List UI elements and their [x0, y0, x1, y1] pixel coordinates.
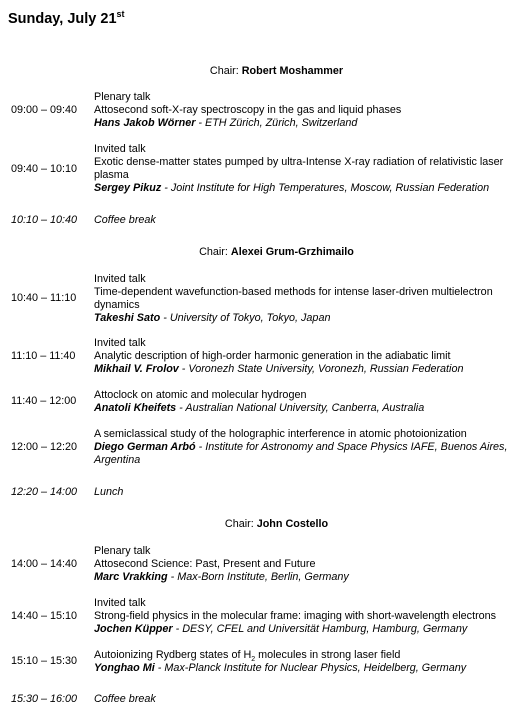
session-time: 09:40 – 10:10 [11, 163, 78, 175]
session-chair [0, 518, 531, 530]
speaker-name: Yonghao Mi [94, 662, 155, 674]
speaker-line [94, 662, 524, 675]
talk-type: Invited talk [94, 597, 146, 609]
day-title-text: Sunday, July 21 [8, 11, 117, 27]
session-time: 09:00 – 09:40 [11, 104, 78, 116]
talk-type: Plenary talk [94, 91, 151, 103]
speaker-name: Marc Vrakking [94, 571, 168, 583]
speaker-name: Diego German Arbó [94, 441, 196, 453]
talk-title: Time-dependent wavefunction-based methods for intense laser-driven multielectron dynamics [94, 286, 493, 311]
speaker-affiliation: - Max-Born Institute, Berlin, Germany [167, 571, 349, 583]
break-label: Coffee break [94, 214, 156, 226]
break-label: Lunch [94, 486, 124, 498]
talk-entry [94, 389, 524, 415]
session-chair [0, 246, 531, 258]
chair-name: John Costello [256, 518, 329, 530]
talk-entry [94, 337, 524, 376]
day-title [8, 11, 125, 27]
talk-type: Invited talk [94, 143, 146, 155]
session-time: 15:10 – 15:30 [11, 655, 78, 667]
speaker-line [94, 402, 524, 415]
talk-type: Invited talk [94, 337, 146, 349]
speaker-line [94, 623, 524, 636]
day-title-superscript: st [116, 9, 125, 20]
talk-title: Strong-field physics in the molecular frame: imaging with short-wavelength electrons [94, 610, 497, 622]
speaker-affiliation: - Voronezh State University, Voronezh, Russian Federation [178, 363, 464, 375]
chair-prefix: Chair: [199, 246, 228, 258]
session-time: 10:40 – 11:10 [11, 292, 77, 304]
session-time: 11:40 – 12:00 [11, 395, 77, 407]
speaker-affiliation: - ETH Zürich, Zürich, Switzerland [195, 117, 358, 129]
talk-title: A semiclassical study of the holographic interference in atomic photoionization [94, 428, 467, 440]
talk-title: Attoclock on atomic and molecular hydrogen [94, 389, 307, 401]
talk-title-part: molecules in strong laser field [255, 649, 401, 661]
speaker-line [94, 571, 524, 584]
speaker-affiliation: - Institute for Astronomy and Space Physics IAFE, Buenos Aires, Argentina [94, 441, 508, 466]
talk-title: Attosecond Science: Past, Present and Future [94, 558, 316, 570]
session-time: 11:10 – 11:40 [11, 350, 76, 362]
talk-entry [94, 143, 524, 195]
talk-entry [94, 428, 524, 467]
speaker-line [94, 363, 524, 376]
speaker-name: Sergey Pikuz [94, 182, 162, 194]
speaker-affiliation: - University of Tokyo, Tokyo, Japan [160, 312, 331, 324]
talk-title [94, 649, 524, 662]
session-time: 12:20 – 14:00 [11, 486, 78, 498]
talk-entry [94, 649, 524, 675]
chair-name: Alexei Grum-Grzhimailo [230, 246, 354, 258]
speaker-line [94, 441, 524, 467]
talk-entry [94, 273, 524, 325]
talk-type: Invited talk [94, 273, 146, 285]
session-time: 10:10 – 10:40 [11, 214, 78, 226]
speaker-name: Jochen Küpper [94, 623, 173, 635]
talk-entry [94, 597, 524, 636]
speaker-name: Anatoli Kheifets [94, 402, 177, 414]
session-time: 14:00 – 14:40 [11, 558, 78, 570]
talk-title: Attosecond soft-X-ray spectroscopy in the gas and liquid phases [94, 104, 402, 116]
session-time: 15:30 – 16:00 [11, 693, 78, 705]
speaker-name: Hans Jakob Wörner [94, 117, 196, 129]
speaker-name: Takeshi Sato [94, 312, 161, 324]
speaker-affiliation: - Max-Planck Institute for Nuclear Physics, Heidelberg, Germany [154, 662, 467, 674]
talk-title: Analytic description of high-order harmonic generation in the adiabatic limit [94, 350, 451, 362]
talk-entry [94, 545, 524, 584]
session-time: 12:00 – 12:20 [11, 441, 78, 453]
talk-type: Plenary talk [94, 545, 151, 557]
speaker-affiliation: - Joint Institute for High Temperatures, Moscow, Russian Federation [161, 182, 490, 194]
speaker-line [94, 312, 524, 325]
speaker-affiliation: - DESY, CFEL and Universität Hamburg, Hamburg, Germany [172, 623, 468, 635]
session-chair [0, 65, 531, 77]
speaker-affiliation: - Australian National University, Canberra, Australia [176, 402, 425, 414]
talk-title: Exotic dense-matter states pumped by ultra-Intense X-ray radiation of relativistic laser plasma [94, 156, 504, 181]
talk-title-subscript: 2 [251, 656, 256, 664]
speaker-line [94, 182, 524, 195]
talk-entry [94, 91, 524, 130]
session-time: 14:40 – 15:10 [11, 610, 78, 622]
chair-prefix: Chair: [224, 518, 254, 530]
chair-prefix: Chair: [209, 65, 239, 77]
speaker-name: Mikhail V. Frolov [94, 363, 179, 375]
speaker-line [94, 117, 524, 130]
talk-title-part: Autoionizing Rydberg states of H [94, 649, 252, 661]
chair-name: Robert Moshammer [241, 65, 344, 77]
break-label: Coffee break [94, 693, 156, 705]
